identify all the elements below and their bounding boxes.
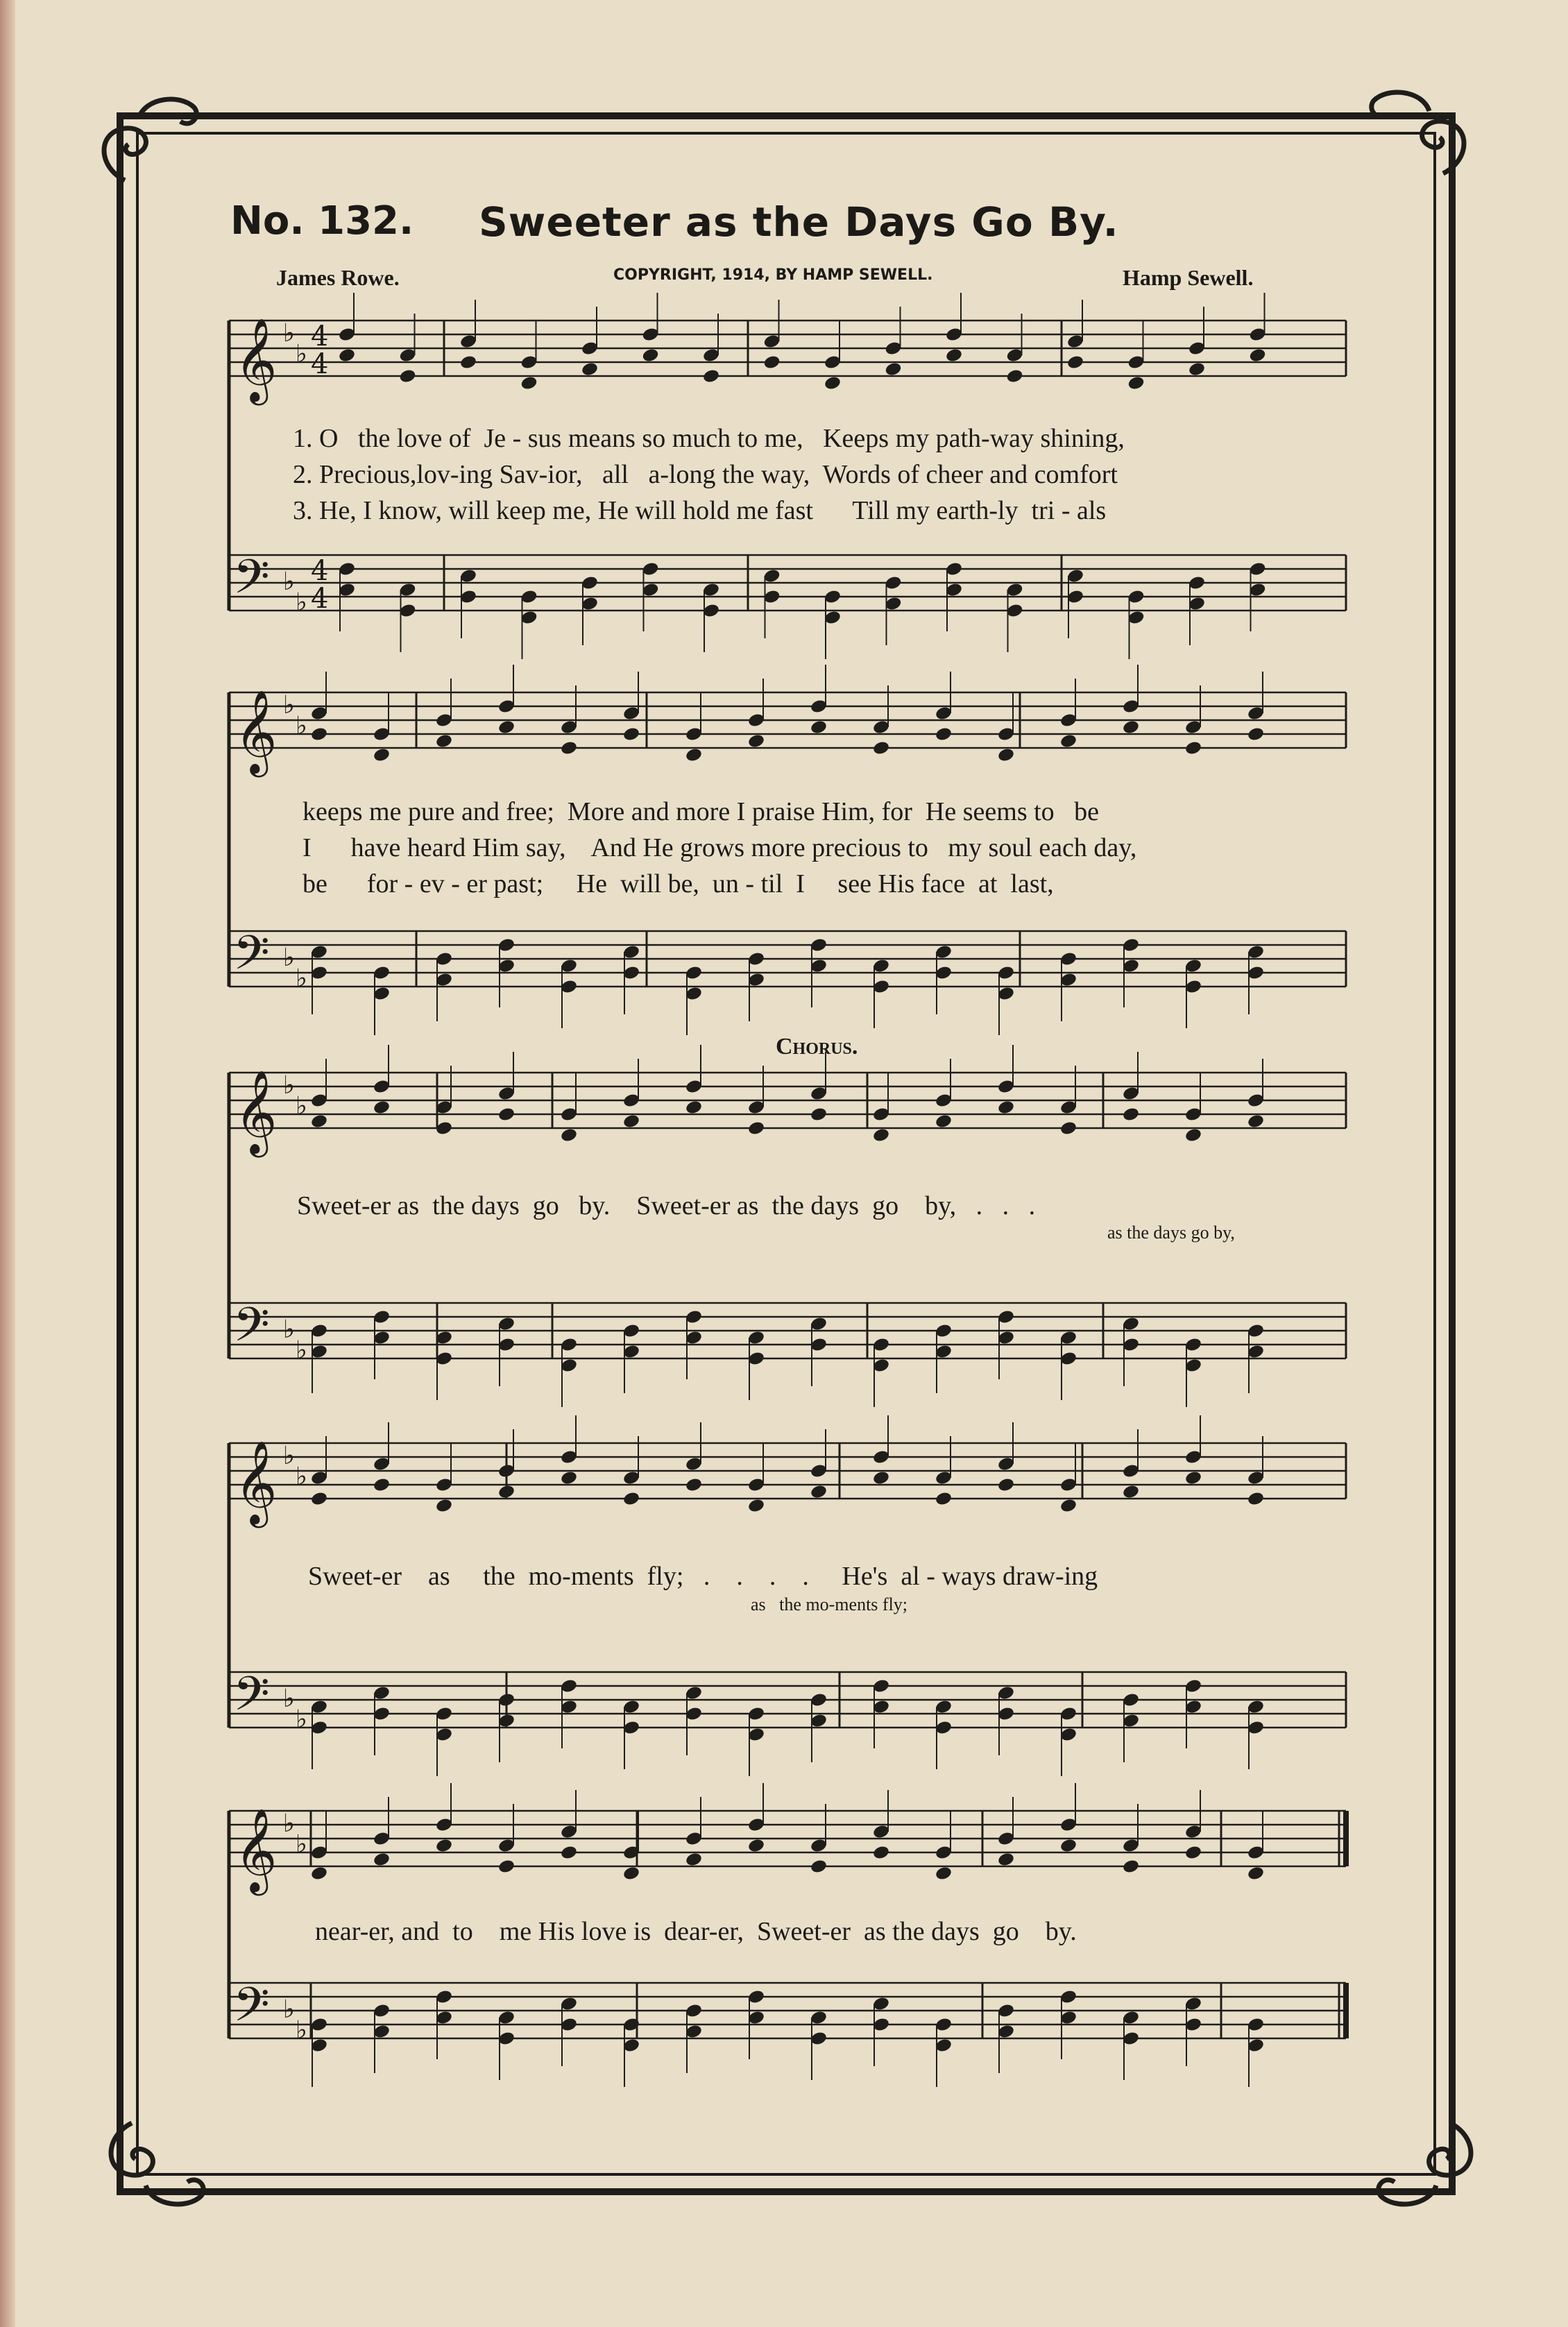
flat-icon: ♭ <box>296 1463 307 1491</box>
note-head <box>435 1838 453 1854</box>
chorus-line-2: Sweet-er as the mo-ments fly; . . . . He's al - ways draw-ing <box>308 1562 1098 1591</box>
note-head <box>747 1498 765 1514</box>
note-head <box>997 1100 1015 1116</box>
note-head <box>685 1852 703 1868</box>
flat-icon: ♭ <box>296 964 307 993</box>
note-head <box>641 348 659 364</box>
note-head <box>872 1845 890 1861</box>
chorus-label: Chorus. <box>776 1034 858 1059</box>
note-head <box>702 368 720 384</box>
time-signature-top: 4 <box>311 555 329 587</box>
note-head <box>310 1491 328 1507</box>
treble-clef-icon: 𝄞 <box>235 689 278 774</box>
note-head <box>1122 1484 1140 1500</box>
flat-icon: ♭ <box>283 1315 295 1344</box>
note-head <box>997 1852 1015 1868</box>
flat-icon: ♭ <box>296 712 307 740</box>
note-head <box>1248 348 1266 364</box>
note-head <box>497 1859 515 1875</box>
bass-clef-icon: 𝄢 <box>233 1667 270 1733</box>
note-head <box>435 733 453 749</box>
note-head <box>810 719 828 735</box>
note-head <box>310 726 328 742</box>
verse-2-line-2: I have heard Him say, And He grows more precious to my soul each day, <box>302 833 1137 862</box>
note-head <box>622 726 640 742</box>
bass-clef-icon: 𝄢 <box>233 1978 270 2044</box>
note-head <box>685 747 703 763</box>
flat-icon: ♭ <box>283 1442 295 1470</box>
note-head <box>1122 719 1140 735</box>
note-head <box>622 1866 640 1882</box>
note-head <box>762 355 781 370</box>
note-head <box>935 1866 953 1882</box>
note-head <box>1184 740 1202 756</box>
note-head <box>1059 733 1077 749</box>
note-head <box>747 733 765 749</box>
note-head <box>997 747 1015 763</box>
hymn-title: Sweeter as the Days Go By. <box>479 198 1119 246</box>
note-head <box>560 1845 578 1861</box>
note-head <box>1122 1859 1140 1875</box>
treble-clef-icon: 𝄞 <box>235 317 278 402</box>
flat-icon: ♭ <box>296 1830 307 1859</box>
verse-1-line-1: 1. O the love of Je - sus means so much to me, Keeps my path-way shining, <box>293 424 1125 453</box>
note-head <box>622 1491 640 1507</box>
flat-icon: ♭ <box>283 1809 295 1838</box>
note-head <box>1247 1866 1265 1882</box>
note-head <box>459 355 477 370</box>
flat-icon: ♭ <box>296 2016 307 2045</box>
flat-icon: ♭ <box>296 1092 307 1120</box>
flat-icon: ♭ <box>296 340 307 368</box>
note-head <box>373 747 391 763</box>
verse-1-line-2: keeps me pure and free; More and more I praise Him, for He seems to be <box>302 797 1100 826</box>
note-head <box>373 1852 391 1868</box>
flat-icon: ♭ <box>283 1995 295 2024</box>
treble-clef-icon: 𝄞 <box>235 1069 278 1154</box>
chorus-line-2-echo: as the mo-ments fly; <box>751 1594 908 1614</box>
flat-icon: ♭ <box>283 1685 295 1713</box>
note-head <box>824 375 842 391</box>
note-head <box>310 1866 328 1882</box>
note-head <box>497 719 515 735</box>
flat-icon: ♭ <box>283 568 295 596</box>
note-head <box>685 1477 703 1493</box>
note-head <box>1184 1845 1202 1861</box>
time-signature-bottom: 4 <box>311 583 329 615</box>
note-head <box>1005 368 1023 384</box>
treble-clef-icon: 𝄞 <box>235 1440 278 1524</box>
copyright-notice: COPYRIGHT, 1914, BY HAMP SEWELL. <box>613 266 933 284</box>
hymn-number: No. 132. <box>230 198 414 244</box>
note-head <box>560 1470 578 1486</box>
flat-icon: ♭ <box>296 588 307 617</box>
note-head <box>872 1127 890 1143</box>
flat-icon: ♭ <box>296 1336 307 1365</box>
note-head <box>497 1484 515 1500</box>
note-head <box>935 1491 953 1507</box>
note-head <box>1247 1491 1265 1507</box>
note-head <box>373 1477 391 1493</box>
flat-icon: ♭ <box>296 1705 307 1734</box>
note-head <box>810 1107 828 1123</box>
note-head <box>945 348 963 364</box>
note-head <box>810 1484 828 1500</box>
verse-3-line-2: be for - ev - er past; He will be, un - til I see His face at last, <box>302 869 1054 898</box>
note-head <box>884 361 902 377</box>
note-head <box>997 1477 1015 1493</box>
note-head <box>310 1114 328 1130</box>
note-head <box>1188 361 1206 377</box>
note-head <box>435 1498 453 1514</box>
note-head <box>560 740 578 756</box>
treble-clef-icon: 𝄞 <box>235 1807 278 1892</box>
time-signature-bottom: 4 <box>311 348 329 380</box>
note-head <box>1247 1114 1265 1130</box>
lyricist: James Rowe. <box>276 265 400 290</box>
note-head <box>747 1120 765 1136</box>
note-head <box>398 368 416 384</box>
note-head <box>1184 1470 1202 1486</box>
note-head <box>1122 1107 1140 1123</box>
time-signature-top: 4 <box>311 321 329 352</box>
note-head <box>1059 1120 1077 1136</box>
flat-icon: ♭ <box>283 944 295 972</box>
note-head <box>1059 1838 1077 1854</box>
bass-clef-icon: 𝄢 <box>233 550 270 616</box>
note-head <box>1247 726 1265 742</box>
verse-3-line-1: 3. He, I know, will keep me, He will hold me fast Till my earth-ly tri - als <box>293 496 1107 525</box>
chorus-line-1: Sweet-er as the days go by. Sweet-er as the days go by, . . . <box>297 1191 1036 1220</box>
composer: Hamp Sewell. <box>1123 265 1254 290</box>
note-head <box>373 1100 391 1116</box>
note-head <box>520 375 538 391</box>
verse-2-line-1: 2. Precious,lov-ing Sav-ior, all a-long the way, Words of cheer and comfort <box>293 460 1118 489</box>
note-head <box>338 348 356 364</box>
note-head <box>872 1470 890 1486</box>
bass-clef-icon: 𝄢 <box>233 1298 270 1364</box>
flat-icon: ♭ <box>283 691 295 719</box>
note-head <box>1066 355 1084 370</box>
note-head <box>1059 1498 1077 1514</box>
note-head <box>622 1114 640 1130</box>
note-head <box>935 726 953 742</box>
note-head <box>685 1100 703 1116</box>
note-head <box>810 1859 828 1875</box>
note-head <box>581 361 599 377</box>
flat-icon: ♭ <box>283 1071 295 1100</box>
chorus-line-1-echo: as the days go by, <box>1107 1222 1235 1243</box>
flat-icon: ♭ <box>283 319 295 348</box>
note-head <box>747 1838 765 1854</box>
chorus-line-3: near-er, and to me His love is dear-er, Sweet-er as the days go by. <box>315 1917 1077 1946</box>
note-head <box>560 1127 578 1143</box>
note-head <box>935 1114 953 1130</box>
note-head <box>872 740 890 756</box>
bass-clef-icon: 𝄢 <box>233 926 270 992</box>
note-head <box>1127 375 1145 391</box>
note-head <box>497 1107 515 1123</box>
note-head <box>1184 1127 1202 1143</box>
